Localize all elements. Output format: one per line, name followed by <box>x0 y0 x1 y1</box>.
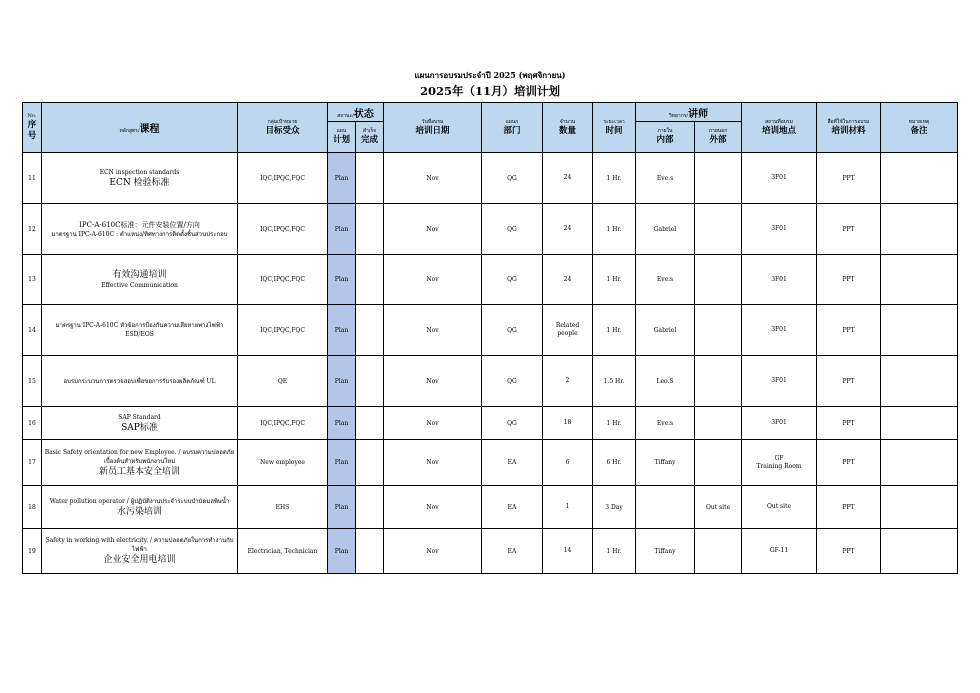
status-done-cell <box>356 305 384 356</box>
material-cell: PPT <box>817 440 881 486</box>
material-cell: PPT <box>817 153 881 204</box>
department-cell: QG <box>482 356 543 407</box>
training-date-cell: Nov <box>384 204 482 255</box>
duration-cell: 3 Day <box>593 486 636 529</box>
status-done-cell <box>356 529 384 574</box>
header-location: สถานที่อบรม 培训地点 <box>742 103 817 153</box>
course-line-1: SAP Standard <box>118 413 161 421</box>
target-audience-cell: IQC,IPQC,FQC <box>238 255 328 305</box>
external-trainer-cell <box>695 255 742 305</box>
training-date-cell: Nov <box>384 486 482 529</box>
quantity-cell: 1 <box>543 486 593 529</box>
row-number: 14 <box>23 305 42 356</box>
department-cell: EA <box>482 486 543 529</box>
remark-cell <box>881 407 958 440</box>
location-cell: GF-11 <box>742 529 817 574</box>
location-cell: GF Training Room <box>742 440 817 486</box>
remark-cell <box>881 305 958 356</box>
status-done-cell <box>356 440 384 486</box>
internal-trainer-cell: Tiffany <box>636 529 695 574</box>
status-plan-cell: Plan <box>328 356 356 407</box>
duration-cell: 1 Hr. <box>593 305 636 356</box>
location-cell: 3F01 <box>742 153 817 204</box>
title-chinese: 2025年（11月）培训计划 <box>419 84 560 98</box>
remark-cell <box>881 153 958 204</box>
target-audience-cell: QE <box>238 356 328 407</box>
header-qty: จำนวน 数量 <box>543 103 593 153</box>
target-audience-cell: IQC,IPQC,FQC <box>238 204 328 255</box>
external-trainer-cell <box>695 305 742 356</box>
duration-cell: 1 Hr. <box>593 255 636 305</box>
location-cell: 3F01 <box>742 407 817 440</box>
table-row <box>23 255 958 305</box>
department-cell: QG <box>482 407 543 440</box>
internal-trainer-cell: Gabriel <box>636 305 695 356</box>
header-dept: แผนก 部门 <box>482 103 543 153</box>
row-number: 16 <box>23 407 42 440</box>
header-material: สื่อที่ใช้ในการอบรม 培训材料 <box>817 103 881 153</box>
internal-trainer-cell: Eve.s <box>636 255 695 305</box>
quantity-cell: 24 <box>543 255 593 305</box>
course-cell <box>42 305 238 356</box>
training-plan-table <box>22 102 958 574</box>
header-done: สำเร็จ 完成 <box>356 122 384 153</box>
table-row <box>23 407 958 440</box>
course-line-1: Water pollution operator / ผู้ปฏิบัติงานประจำระบบบำบัดมลพิษน้ำ <box>49 497 230 505</box>
department-cell: QG <box>482 255 543 305</box>
header-status: สถานะ/状态 <box>328 103 384 122</box>
material-cell: PPT <box>817 529 881 574</box>
course-line-1: อบรมกระบวนการตรวจสอบเพื่อขอการรับรองผลิตภัณฑ์ UL <box>63 377 216 385</box>
row-number: 15 <box>23 356 42 407</box>
material-cell: PPT <box>817 255 881 305</box>
remark-cell <box>881 529 958 574</box>
course-line-1: Safety in working with electricity. / ความปลอดภัยในการทำงานกับไฟฟ้า <box>45 537 234 553</box>
quantity-cell: 2 <box>543 356 593 407</box>
training-date-cell: Nov <box>384 440 482 486</box>
status-plan-cell: Plan <box>328 255 356 305</box>
course-cell <box>42 153 238 204</box>
course-cell <box>42 356 238 407</box>
row-number: 19 <box>23 529 42 574</box>
location-cell: 3F01 <box>742 255 817 305</box>
remark-cell <box>881 356 958 407</box>
location-cell: 3F01 <box>742 204 817 255</box>
status-done-cell <box>356 153 384 204</box>
course-cell <box>42 440 238 486</box>
row-number: 18 <box>23 486 42 529</box>
training-date-cell: Nov <box>384 305 482 356</box>
external-trainer-cell <box>695 356 742 407</box>
status-plan-cell: Plan <box>328 204 356 255</box>
row-number: 11 <box>23 153 42 204</box>
status-plan-cell: Plan <box>328 440 356 486</box>
internal-trainer-cell: Tiffany <box>636 440 695 486</box>
internal-trainer-cell: Eve.s <box>636 407 695 440</box>
table-row <box>23 305 958 356</box>
quantity-cell: 24 <box>543 153 593 204</box>
quantity-cell: 14 <box>543 529 593 574</box>
internal-trainer-cell: Leo.S <box>636 356 695 407</box>
department-cell: EA <box>482 440 543 486</box>
header-course: หลักสูตร/课程 <box>42 103 238 153</box>
material-cell: PPT <box>817 486 881 529</box>
internal-trainer-cell <box>636 486 695 529</box>
material-cell: PPT <box>817 204 881 255</box>
status-done-cell <box>356 486 384 529</box>
table-body <box>23 153 958 574</box>
quantity-cell: 18 <box>543 407 593 440</box>
target-audience-cell: EHS <box>238 486 328 529</box>
course-cell <box>42 255 238 305</box>
course-cell <box>42 529 238 574</box>
status-plan-cell: Plan <box>328 486 356 529</box>
duration-cell: 6 Hr. <box>593 440 636 486</box>
header-target: กลุ่มเป้าหมาย 目标受众 <box>238 103 328 153</box>
table-row <box>23 440 958 486</box>
row-number: 13 <box>23 255 42 305</box>
table-row <box>23 153 958 204</box>
course-line-2: SAP标准 <box>121 422 158 433</box>
document-title-block <box>0 70 980 98</box>
course-line-1: ECN inspection standards <box>99 168 180 176</box>
course-cell <box>42 407 238 440</box>
material-cell: PPT <box>817 407 881 440</box>
quantity-cell: 6 <box>543 440 593 486</box>
training-date-cell: Nov <box>384 153 482 204</box>
header-remark: หมายเหตุ 备注 <box>881 103 958 153</box>
duration-cell: 1.5 Hr. <box>593 356 636 407</box>
table-row <box>23 486 958 529</box>
target-audience-cell: Electrician, Technician <box>238 529 328 574</box>
quantity-cell: Related people <box>543 305 593 356</box>
target-audience-cell: IQC,IPQC,FQC <box>238 153 328 204</box>
material-cell: PPT <box>817 356 881 407</box>
target-audience-cell: New employee <box>238 440 328 486</box>
course-line-1: Basic Safety orientation for new Employee. / อบรมความปลอดภัยเบื้องต้นสำหรับพนักงานใหม่ <box>44 448 235 465</box>
header-internal: ภายใน 内部 <box>636 122 695 153</box>
external-trainer-cell: Out site <box>695 486 742 529</box>
external-trainer-cell <box>695 153 742 204</box>
status-plan-cell: Plan <box>328 305 356 356</box>
title-thai: แผนการอบรมประจำปี 2025 (พฤศจิกายน) <box>414 70 566 80</box>
course-line-2: 水污染培训 <box>116 506 162 517</box>
course-line-2: 企业安全用电培训 <box>103 555 176 565</box>
remark-cell <box>881 440 958 486</box>
course-cell <box>42 204 238 255</box>
table-row <box>23 356 958 407</box>
header-trainer: วิทยากร/讲师 <box>636 103 742 122</box>
duration-cell: 1 Hr. <box>593 529 636 574</box>
row-number: 17 <box>23 440 42 486</box>
department-cell: QG <box>482 305 543 356</box>
training-date-cell: Nov <box>384 255 482 305</box>
material-cell: PPT <box>817 305 881 356</box>
internal-trainer-cell: Gabriel <box>636 204 695 255</box>
training-date-cell: Nov <box>384 356 482 407</box>
header-time: ระยะเวลา 时间 <box>593 103 636 153</box>
course-line-1: มาตรฐาน IPC-A-610C หัวข้อการป้องกันความเสียหายทางไฟฟ้า <box>55 322 224 329</box>
training-date-cell: Nov <box>384 407 482 440</box>
duration-cell: 1 Hr. <box>593 204 636 255</box>
remark-cell <box>881 486 958 529</box>
external-trainer-cell <box>695 407 742 440</box>
course-line-2: 新员工基本安全培训 <box>98 466 180 477</box>
remark-cell <box>881 255 958 305</box>
course-line-1: 有效沟通培训 <box>112 270 167 280</box>
header-external: ภายนอก 外部 <box>695 122 742 153</box>
course-line-2: มาตรฐาน IPC-A-610C : ตำแหน่ง/ทิศทางการติดตั้งชิ้นส่วนประกอบ <box>51 230 228 238</box>
department-cell: QG <box>482 153 543 204</box>
location-cell: Out site <box>742 486 817 529</box>
external-trainer-cell <box>695 529 742 574</box>
remark-cell <box>881 204 958 255</box>
status-plan-cell: Plan <box>328 529 356 574</box>
internal-trainer-cell: Eve.s <box>636 153 695 204</box>
course-line-2: ESD/EOS <box>125 331 154 338</box>
status-done-cell <box>356 204 384 255</box>
header-date: วันที่อบรม 培训日期 <box>384 103 482 153</box>
course-line-2: ECN 检验标准 <box>109 177 170 188</box>
quantity-cell: 24 <box>543 204 593 255</box>
external-trainer-cell <box>695 440 742 486</box>
course-line-2: Effective Communication <box>101 282 178 289</box>
target-audience-cell: IQC,IPQC,FQC <box>238 407 328 440</box>
status-plan-cell: Plan <box>328 407 356 440</box>
course-cell <box>42 486 238 529</box>
table-row <box>23 529 958 574</box>
table-row <box>23 204 958 255</box>
department-cell: EA <box>482 529 543 574</box>
row-number: 12 <box>23 204 42 255</box>
course-line-1: IPC-A-610C标准：元件安装位置/方向 <box>79 220 200 229</box>
status-done-cell <box>356 356 384 407</box>
duration-cell: 1 Hr. <box>593 153 636 204</box>
department-cell: QG <box>482 204 543 255</box>
header-plan: แผน 计划 <box>328 122 356 153</box>
target-audience-cell: IQC,IPQC,FQC <box>238 305 328 356</box>
status-plan-cell: Plan <box>328 153 356 204</box>
location-cell: 3F01 <box>742 356 817 407</box>
status-done-cell <box>356 255 384 305</box>
status-done-cell <box>356 407 384 440</box>
external-trainer-cell <box>695 204 742 255</box>
training-date-cell: Nov <box>384 529 482 574</box>
location-cell: 3F01 <box>742 305 817 356</box>
header-no: No. 序号 <box>23 103 42 153</box>
duration-cell: 1 Hr. <box>593 407 636 440</box>
